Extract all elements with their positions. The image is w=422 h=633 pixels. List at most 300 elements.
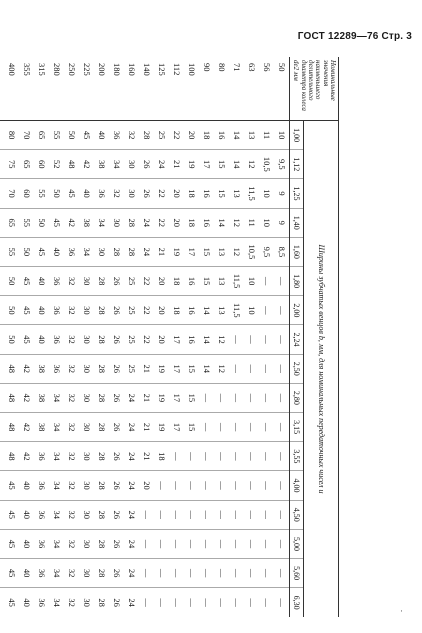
table-cell: 32 [64, 296, 79, 325]
table-cell: — [229, 500, 244, 529]
column-header: 2,00 [290, 296, 304, 325]
table-cell: 32 [66, 598, 77, 607]
table-cell [0, 325, 4, 354]
table-cell: 48 [4, 442, 19, 471]
table-cell: 45 [34, 237, 49, 266]
table-cell: — [229, 383, 244, 412]
column-header: 1,80 [290, 267, 304, 296]
table-cell: 17 [169, 354, 184, 383]
table-cell: 55 [4, 237, 19, 266]
column-header: 3,55 [290, 442, 304, 471]
table-cell: 13 [244, 121, 259, 150]
page-header: ГОСТ 12289—76 Стр. 3 [297, 31, 412, 42]
table-cell: 15 [214, 150, 229, 179]
table-cell: 21 [139, 442, 154, 471]
table-cell: 24 [124, 413, 139, 442]
table-cell: — [229, 529, 244, 558]
table-cell: 26 [109, 471, 124, 500]
column-header: 2,24 [290, 325, 304, 354]
table-cell: 26 [111, 598, 122, 607]
table-cell: 32 [64, 354, 79, 383]
table-cell: 28 [94, 471, 109, 500]
table-cell: — [199, 442, 214, 471]
table-cell: 18 [169, 267, 184, 296]
row-header-label: Номинальные значения наименьшего делительного диаметра колеса dе2 мм [290, 57, 339, 121]
table-cell: 70 [4, 179, 19, 208]
table-cell: 38 [79, 208, 94, 237]
table-row [49, 57, 64, 617]
column-header: 3,15 [290, 413, 304, 442]
table-row [244, 57, 259, 617]
table-cell: 9,5 [259, 237, 274, 266]
table-cell: 36 [34, 471, 49, 500]
table-row [64, 57, 79, 617]
table-cell: 40 [19, 500, 34, 529]
table-cell: 36 [109, 121, 124, 150]
column-header: 4,00 [290, 471, 304, 500]
table-cell: 25 [124, 296, 139, 325]
table-cell: 65 [19, 150, 34, 179]
table-cell: — [259, 354, 274, 383]
table-cell: 30 [94, 237, 109, 266]
table-cell: — [214, 529, 229, 558]
table-cell [0, 296, 4, 325]
table-cell: 45 [4, 529, 19, 558]
table-cell: — [231, 598, 242, 607]
table-cell: 36 [64, 237, 79, 266]
table-cell: 45 [19, 267, 34, 296]
table-cell: 30 [109, 208, 124, 237]
table-cell: 28 [94, 559, 109, 588]
table-cell [0, 354, 4, 383]
table-cell: 17 [169, 383, 184, 412]
table-cell: 40 [19, 529, 34, 558]
table-cell: 19 [154, 383, 169, 412]
table-cell: 12 [229, 237, 244, 266]
table-cell: — [184, 559, 199, 588]
table-cell: 26 [109, 500, 124, 529]
table-cell: 28 [94, 383, 109, 412]
table-row [79, 57, 94, 617]
table-cell: — [244, 354, 259, 383]
table-cell: 48 [64, 150, 79, 179]
row-diameter: 71 [229, 57, 244, 121]
table-cell: 32 [109, 179, 124, 208]
table-cell: — [199, 471, 214, 500]
table-cell: 75 [4, 150, 19, 179]
table-cell: 30 [79, 296, 94, 325]
row-diameter: 160 [124, 57, 139, 121]
table-cell: 20 [169, 208, 184, 237]
table-cell: — [169, 500, 184, 529]
table-cell: — [214, 559, 229, 588]
column-header: 5,60 [290, 559, 304, 588]
table-cell: 55 [19, 208, 34, 237]
table-cell: 24 [126, 598, 137, 607]
table-cell: 34 [51, 598, 62, 607]
table-cell: 30 [79, 471, 94, 500]
table-cell: — [229, 325, 244, 354]
table-cell: 13 [214, 237, 229, 266]
table-cell: 26 [109, 529, 124, 558]
column-header: 5,00 [290, 529, 304, 558]
table-cell: 10 [259, 179, 274, 208]
table-cell: 60 [34, 150, 49, 179]
table-cell: 22 [154, 179, 169, 208]
table-cell: 38 [34, 413, 49, 442]
table-cell: 45 [19, 296, 34, 325]
table-cell: 32 [124, 121, 139, 150]
table-cell: — [169, 559, 184, 588]
table-cell: — [259, 442, 274, 471]
table-cell: 70 [19, 121, 34, 150]
table-row [169, 57, 184, 617]
table-cell: — [229, 471, 244, 500]
table-cell: 38 [94, 150, 109, 179]
table-cell: 22 [139, 267, 154, 296]
table-cell: 34 [49, 442, 64, 471]
table-cell: 30 [79, 383, 94, 412]
table-cell: 15 [214, 179, 229, 208]
table-cell: — [184, 471, 199, 500]
table-cell: — [141, 598, 152, 607]
table-cell: 28 [94, 267, 109, 296]
table-cell: 32 [64, 529, 79, 558]
table-cell: 13 [214, 267, 229, 296]
table-cell: 20 [154, 267, 169, 296]
table-cell: 40 [19, 471, 34, 500]
table-cell: 28 [139, 121, 154, 150]
table-cell: 42 [19, 354, 34, 383]
table-cell: 21 [139, 354, 154, 383]
table-cell: — [259, 383, 274, 412]
table-cell: — [259, 325, 274, 354]
table-cell: 22 [169, 121, 184, 150]
table-cell: 18 [169, 296, 184, 325]
table-cell: 32 [64, 471, 79, 500]
table-cell: — [199, 500, 214, 529]
table-cell: — [259, 471, 274, 500]
table-cell: 45 [64, 179, 79, 208]
table-row [109, 57, 124, 617]
table-cell: — [184, 500, 199, 529]
table-cell: 26 [109, 325, 124, 354]
table-cell: 32 [64, 325, 79, 354]
table-cell: 21 [139, 383, 154, 412]
table-cell: 16 [214, 121, 229, 150]
table-cell: 16 [199, 179, 214, 208]
row-diameter: 63 [244, 57, 259, 121]
table-cell: 30 [124, 150, 139, 179]
table-cell: — [259, 413, 274, 442]
row-diameter: 315 [34, 57, 49, 121]
table-cell: 38 [34, 383, 49, 412]
row-diameter: 100 [184, 57, 199, 121]
table-cell: 25 [124, 325, 139, 354]
table-cell: — [156, 598, 167, 607]
table-cell: 22 [139, 325, 154, 354]
table-row [34, 57, 49, 617]
table-cell: 24 [124, 529, 139, 558]
table-cell: 30 [79, 500, 94, 529]
table-cell: 28 [94, 500, 109, 529]
table-cell: — [274, 442, 290, 471]
table-row [19, 57, 34, 617]
table-cell: — [184, 529, 199, 558]
table-cell: 10,5 [259, 150, 274, 179]
table-cell: — [259, 559, 274, 588]
table-cell: 26 [109, 383, 124, 412]
table-cell: — [169, 529, 184, 558]
table-row [199, 57, 214, 617]
table-cell: 28 [109, 237, 124, 266]
table-cell: 24 [124, 442, 139, 471]
table-cell: 10 [244, 267, 259, 296]
table-cell: 36 [34, 559, 49, 588]
table-cell [0, 150, 4, 179]
table-cell: 26 [109, 354, 124, 383]
table-cell: 30 [79, 325, 94, 354]
table-cell: — [274, 500, 290, 529]
table-cell: 42 [19, 413, 34, 442]
table-cell: — [139, 529, 154, 558]
table-cell: — [259, 296, 274, 325]
table-cell: — [274, 267, 290, 296]
table-cell: 30 [79, 442, 94, 471]
table-cell: 30 [124, 179, 139, 208]
table-cell: — [274, 354, 290, 383]
table-cell: 16 [199, 208, 214, 237]
table-cell: 12 [214, 354, 229, 383]
table-cell: 24 [124, 500, 139, 529]
table-cell: 36 [34, 500, 49, 529]
table-cell: — [274, 471, 290, 500]
table-cell: 55 [34, 179, 49, 208]
table-cell: 10 [259, 208, 274, 237]
table-cell: 34 [49, 383, 64, 412]
table-cell: — [244, 383, 259, 412]
table-cell: — [274, 383, 290, 412]
row-diameter: 180 [109, 57, 124, 121]
table-cell: 60 [19, 179, 34, 208]
table-cell: — [274, 296, 290, 325]
column-header: 1,00 [290, 121, 304, 150]
table-cell [0, 529, 4, 558]
table-cell: — [244, 500, 259, 529]
table-cell: — [216, 598, 227, 607]
table-cell: 11 [244, 208, 259, 237]
table-row [274, 57, 290, 617]
column-header: 1,12 [290, 150, 304, 179]
table-cell: 36 [49, 325, 64, 354]
table-cell: 42 [79, 150, 94, 179]
column-header: 2,80 [290, 383, 304, 412]
table-cell: 10 [274, 121, 290, 150]
table-cell: 55 [49, 121, 64, 150]
table-cell: 45 [49, 208, 64, 237]
table-cell: — [171, 598, 182, 607]
column-header: 1,60 [290, 237, 304, 266]
table-cell: 20 [154, 296, 169, 325]
table-cell: 21 [169, 150, 184, 179]
table-cell: — [261, 598, 272, 607]
table-cell: 11,5 [229, 267, 244, 296]
table-cell: 26 [109, 559, 124, 588]
table-cell: — [169, 471, 184, 500]
table-cell: — [244, 529, 259, 558]
table-cell: 14 [229, 121, 244, 150]
table-cell: 40 [21, 598, 32, 607]
table-cell: 45 [79, 121, 94, 150]
row-diameter: 50 [274, 57, 290, 121]
table-cell: 11,5 [244, 179, 259, 208]
table-cell: — [214, 471, 229, 500]
column-header: 4,50 [290, 500, 304, 529]
table-cell: 28 [96, 598, 107, 607]
table-cell: 26 [139, 179, 154, 208]
table-cell: 80 [4, 121, 19, 150]
table-cell: — [154, 529, 169, 558]
table-cell: 42 [19, 442, 34, 471]
table-cell: 16 [184, 267, 199, 296]
table-cell: — [244, 413, 259, 442]
table-cell: 18 [199, 121, 214, 150]
table-cell: — [199, 559, 214, 588]
table-cell: 16 [184, 296, 199, 325]
table-cell: 50 [64, 121, 79, 150]
table-cell: 36 [94, 179, 109, 208]
table-cell [0, 471, 4, 500]
table-cell: 40 [34, 296, 49, 325]
table-cell: 9,5 [274, 150, 290, 179]
table-cell: 15 [184, 354, 199, 383]
table-cell: — [214, 413, 229, 442]
table-row [259, 57, 274, 617]
table-cell: 12 [214, 325, 229, 354]
table-cell: 10 [244, 296, 259, 325]
table-cell: 15 [184, 383, 199, 412]
table-cell: 8,5 [274, 237, 290, 266]
table-cell: 19 [169, 237, 184, 266]
table-cell: 30 [79, 413, 94, 442]
table-cell: 32 [64, 383, 79, 412]
table-cell: 32 [64, 267, 79, 296]
table-cell: 14 [229, 150, 244, 179]
table-cell [0, 588, 4, 617]
table-cell: 20 [169, 179, 184, 208]
table-cell: 30 [79, 267, 94, 296]
table-cell: 24 [124, 383, 139, 412]
table-cell: — [139, 500, 154, 529]
column-header-row [290, 57, 304, 617]
table-cell: — [274, 325, 290, 354]
table-cell: — [274, 413, 290, 442]
table-cell: 36 [36, 598, 47, 607]
row-diameter: 280 [49, 57, 64, 121]
table-cell: 12 [244, 150, 259, 179]
table-cell: — [259, 500, 274, 529]
table-cell: 26 [139, 150, 154, 179]
table-cell: 14 [199, 354, 214, 383]
table-cell [0, 208, 4, 237]
table-cell: — [244, 325, 259, 354]
table-cell: 19 [154, 354, 169, 383]
table-cell [0, 267, 4, 296]
table-cell: 50 [4, 325, 19, 354]
table-cell: 11 [259, 121, 274, 150]
table-cell: 45 [4, 559, 19, 588]
table-cell: — [229, 413, 244, 442]
table-cell: 40 [79, 179, 94, 208]
table-cell: 48 [4, 413, 19, 442]
table-cell: 26 [109, 296, 124, 325]
table-cell: 34 [49, 413, 64, 442]
table-cell: — [201, 598, 212, 607]
table-cell: — [229, 442, 244, 471]
table-row [214, 57, 229, 617]
table-cell: 9 [274, 179, 290, 208]
table-row [94, 57, 109, 617]
table-cell: 48 [4, 354, 19, 383]
table-cell: 13 [229, 179, 244, 208]
table-cell: 14 [214, 208, 229, 237]
table-cell: 40 [34, 325, 49, 354]
table-cell: 34 [49, 471, 64, 500]
table-cell: 17 [199, 150, 214, 179]
table-cell: 50 [34, 208, 49, 237]
table-cell: 36 [34, 529, 49, 558]
table-cell: 30 [79, 559, 94, 588]
table-row [124, 57, 139, 617]
table-cell: 50 [4, 296, 19, 325]
table-cell: 34 [79, 237, 94, 266]
table-cell: — [274, 559, 290, 588]
table-cell: 30 [79, 354, 94, 383]
table-cell: — [199, 413, 214, 442]
table-cell: 19 [184, 150, 199, 179]
row-diameter: 355 [19, 57, 34, 121]
table-cell: 20 [154, 325, 169, 354]
table-cell: 28 [124, 208, 139, 237]
table-cell: — [184, 442, 199, 471]
table-cell: 40 [19, 559, 34, 588]
table-cell: 52 [49, 150, 64, 179]
table-cell: 24 [154, 150, 169, 179]
table-body [0, 57, 290, 617]
table-cell: — [246, 598, 257, 607]
table-cell: 30 [81, 598, 92, 607]
table-cell: 24 [124, 471, 139, 500]
table-cell [0, 500, 4, 529]
table-cell: 28 [94, 413, 109, 442]
table-cell: 15 [199, 237, 214, 266]
row-diameter: 90 [199, 57, 214, 121]
table-cell: 14 [199, 325, 214, 354]
table-row [229, 57, 244, 617]
table-cell: — [229, 559, 244, 588]
table-cell: 17 [169, 325, 184, 354]
table-cell: 28 [94, 354, 109, 383]
table-cell: 24 [139, 208, 154, 237]
table-cell: 21 [154, 237, 169, 266]
table-cell: 24 [124, 559, 139, 588]
table-row [184, 57, 199, 617]
table-cell: 42 [64, 208, 79, 237]
table-cell: 28 [94, 296, 109, 325]
table-row [0, 57, 4, 617]
table-cell: 12 [229, 208, 244, 237]
table-cell: 50 [19, 237, 34, 266]
